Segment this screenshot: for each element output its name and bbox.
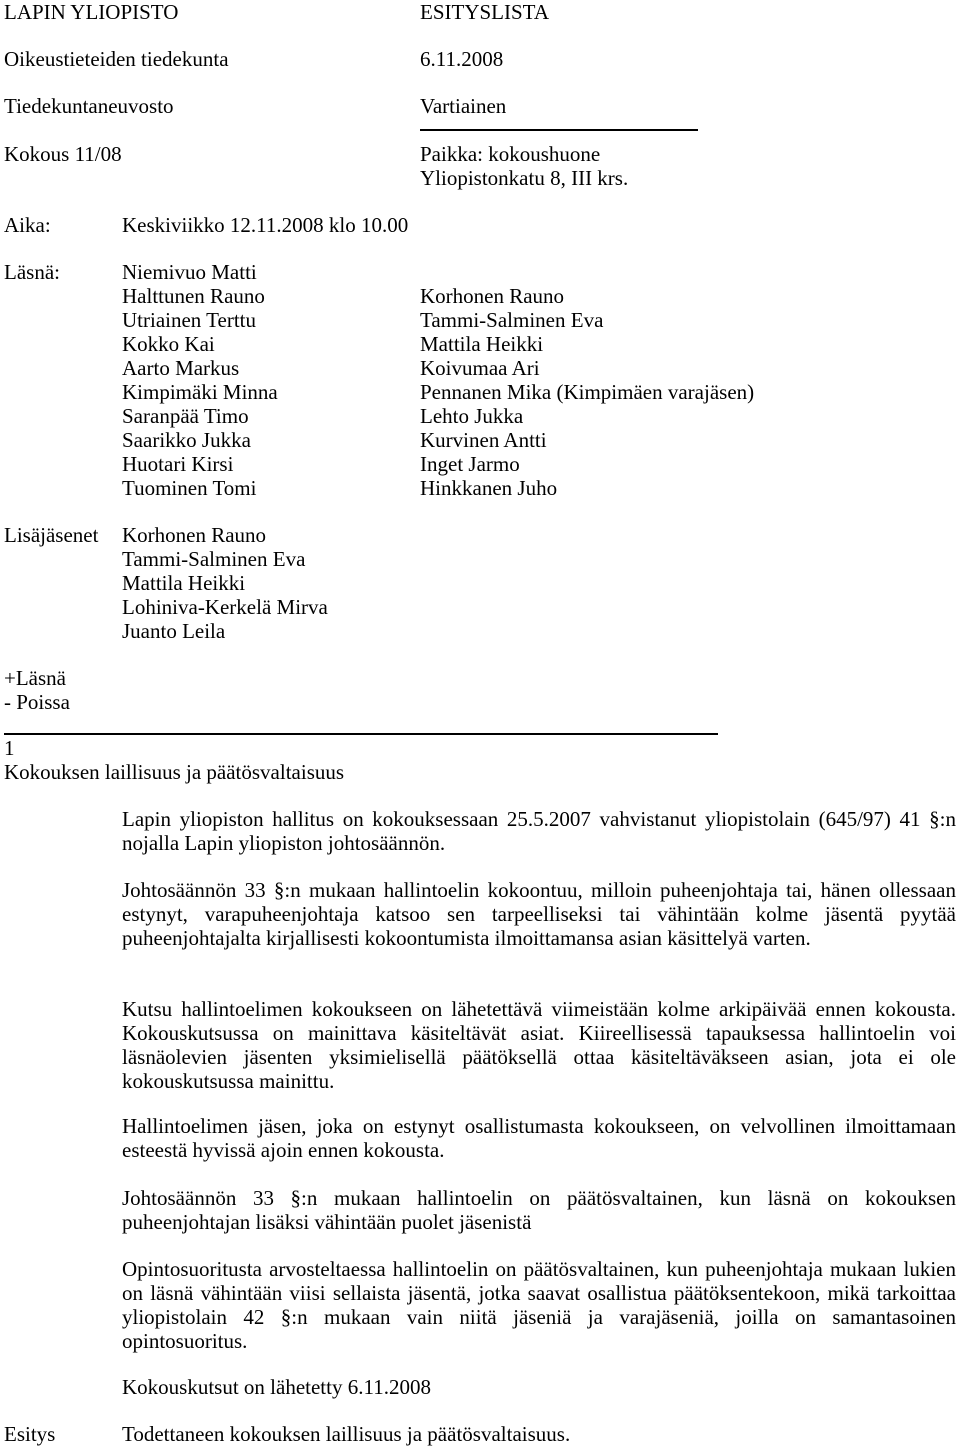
present-left-1: Niemivuo Matti: [122, 260, 257, 284]
university-name: LAPIN YLIOPISTO: [4, 0, 179, 24]
document-type: ESITYSLISTA: [420, 0, 549, 24]
present-left-9: Huotari Kirsi: [122, 452, 234, 476]
present-left-4: Kokko Kai: [122, 332, 215, 356]
header-divider: [420, 129, 698, 131]
present-left-10: Tuominen Tomi: [122, 476, 257, 500]
paragraph-4: Hallintoelimen jäsen, joka on estynyt osallistumasta kokoukseen, on velvollinen ilmoittamaan esteestä hyvissä ajoin ennen kokousta.: [122, 1114, 956, 1162]
paragraph-2: Johtosäännön 33 §:n mukaan hallintoelin kokoontuu, milloin puheenjohtaja tai, hänen ollessaan estynyt, varapuheenjohtaja katsoo sen tarpeelliseksi tai vähintään kolme jäsentä pyytää puheenjohtajalta kirjallisesti kokoontumista ilmoittamansa asian käsittelyä varten.: [122, 878, 956, 950]
paragraph-5: Johtosäännön 33 §:n mukaan hallintoelin on päätösvaltainen, kun läsnä on kokouksen puheenjohtajan lisäksi vähintään puolet jäsenistä: [122, 1186, 956, 1234]
present-left-8: Saarikko Jukka: [122, 428, 251, 452]
extra-member-1: Korhonen Rauno: [122, 523, 267, 547]
present-left-7: Saranpää Timo: [122, 404, 249, 428]
meeting-number: Kokous 11/08: [4, 142, 122, 166]
meeting-place-line1: Paikka: kokoushuone: [420, 142, 601, 166]
present-right-1: Korhonen Rauno: [420, 284, 565, 308]
present-right-6: Lehto Jukka: [420, 404, 524, 428]
legend-absent: - Poissa: [4, 690, 70, 714]
extra-member-2: Tammi-Salminen Eva: [122, 547, 306, 571]
item-title: Kokouksen laillisuus ja päätösvaltaisuus: [4, 760, 345, 784]
council-name: Tiedekuntaneuvosto: [4, 94, 174, 118]
present-right-8: Inget Jarmo: [420, 452, 520, 476]
legend-present: +Läsnä: [4, 666, 66, 690]
present-left-5: Aarto Markus: [122, 356, 240, 380]
extra-member-3: Mattila Heikki: [122, 571, 246, 595]
section-divider: [4, 733, 718, 735]
extra-member-4: Lohiniva-Kerkelä Mirva: [122, 595, 328, 619]
time-label: Aika:: [4, 213, 51, 237]
present-right-2: Tammi-Salminen Eva: [420, 308, 604, 332]
author-name: Vartiainen: [420, 94, 507, 118]
document-date: 6.11.2008: [420, 47, 504, 71]
paragraph-3: Kutsu hallintoelimen kokoukseen on lähetettävä viimeistään kolme arkipäivää ennen kokousta. Kokouskutsussa on mainittava käsiteltävät asiat. Kiireellisessä tapauksessa hallintoelin voi läsnäolevien jäsenten yksimielisellä päätöksellä ottaa käsiteltäväkseen asian, jota ei ole kokouskutsussa mainittu.: [122, 997, 956, 1093]
present-right-7: Kurvinen Antti: [420, 428, 547, 452]
faculty-name: Oikeustieteiden tiedekunta: [4, 47, 229, 71]
invite-sent: Kokouskutsut on lähetetty 6.11.2008: [122, 1375, 431, 1399]
meeting-place-line2: Yliopistonkatu 8, III krs.: [420, 166, 629, 190]
present-right-4: Koivumaa Ari: [420, 356, 540, 380]
extra-member-5: Juanto Leila: [122, 619, 226, 643]
paragraph-6: Opintosuoritusta arvosteltaessa hallintoelin on päätösvaltainen, kun puheenjohtaja mukaan lukien on läsnä vähintään viisi sellaista jäsentä, jotka saavat osallistua päätöksentekoon, mikä tarkoittaa yliopistolain 42 §:n mukaan vain niitä jäseniä ja varajäseniä, joilla on samantasoinen opintosuoritus.: [122, 1257, 956, 1353]
extra-members-label: Lisäjäsenet: [4, 523, 99, 547]
present-label: Läsnä:: [4, 260, 60, 284]
present-right-5: Pennanen Mika (Kimpimäen varajäsen): [420, 380, 755, 404]
proposal-text: Todettaneen kokouksen laillisuus ja päätösvaltaisuus.: [122, 1422, 571, 1446]
proposal-label: Esitys: [4, 1422, 56, 1446]
time-value: Keskiviikko 12.11.2008 klo 10.00: [122, 213, 409, 237]
present-right-9: Hinkkanen Juho: [420, 476, 558, 500]
present-right-3: Mattila Heikki: [420, 332, 544, 356]
item-number: 1: [4, 736, 15, 760]
present-left-3: Utriainen Terttu: [122, 308, 257, 332]
present-left-6: Kimpimäki Minna: [122, 380, 278, 404]
present-left-2: Halttunen Rauno: [122, 284, 265, 308]
paragraph-1: Lapin yliopiston hallitus on kokouksessaan 25.5.2007 vahvistanut yliopistolain (645/97) 41 §:n nojalla Lapin yliopiston johtosäännön.: [122, 807, 956, 855]
